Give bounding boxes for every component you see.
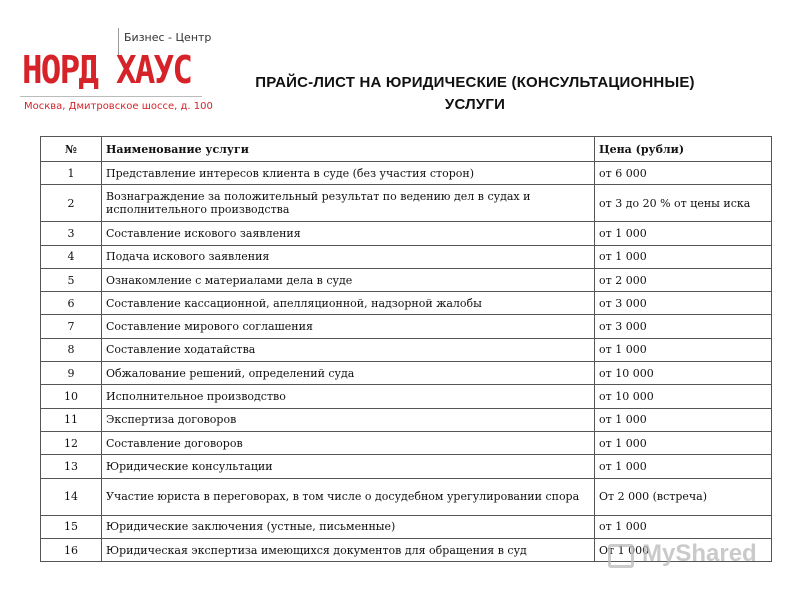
service-name: Представление интересов клиента в суде (без участия сторон) — [102, 162, 595, 185]
service-price: от 1 000 — [595, 338, 772, 361]
table-row — [41, 245, 772, 268]
presentation-board-icon — [608, 544, 634, 568]
table-row — [41, 455, 772, 478]
row-number: 16 — [41, 538, 102, 561]
service-price: от 10 000 — [595, 362, 772, 385]
row-number: 5 — [41, 268, 102, 291]
row-number: 4 — [41, 245, 102, 268]
service-name: Юридические заключения (устные, письменные) — [102, 515, 595, 538]
header-number: № — [41, 137, 102, 162]
row-number: 15 — [41, 515, 102, 538]
row-number: 9 — [41, 362, 102, 385]
service-name: Участие юриста в переговорах, в том числе о досудебном урегулировании спора — [102, 478, 595, 515]
service-name: Составление мирового соглашения — [102, 315, 595, 338]
table-row — [41, 222, 772, 245]
logo-address: Москва, Дмитровское шоссе, д. 100 — [24, 101, 213, 112]
table-row — [41, 515, 772, 538]
service-name: Составление договоров — [102, 431, 595, 454]
table-header-row — [41, 137, 772, 162]
service-price: От 1 000 — [595, 538, 772, 561]
header-price: Цена (рубли) — [595, 137, 772, 162]
service-price: от 1 000 — [595, 455, 772, 478]
table-row — [41, 185, 772, 222]
row-number: 7 — [41, 315, 102, 338]
service-price: от 3 000 — [595, 315, 772, 338]
row-number: 2 — [41, 185, 102, 222]
row-number: 8 — [41, 338, 102, 361]
row-number: 10 — [41, 385, 102, 408]
logo-name: НОРД ХАУС — [22, 48, 192, 92]
service-name: Составление искового заявления — [102, 222, 595, 245]
service-name: Составление кассационной, апелляционной, надзорной жалобы — [102, 292, 595, 315]
service-name: Юридические консультации — [102, 455, 595, 478]
table-row — [41, 338, 772, 361]
row-number: 13 — [41, 455, 102, 478]
service-price: от 1 000 — [595, 245, 772, 268]
row-number: 12 — [41, 431, 102, 454]
table-row — [41, 292, 772, 315]
service-name: Вознаграждение за положительный результат по ведению дел в судах и исполнительного производства — [102, 185, 595, 222]
service-name: Обжалование решений, определений суда — [102, 362, 595, 385]
table-row — [41, 478, 772, 515]
watermark — [608, 540, 768, 570]
service-price: от 2 000 — [595, 268, 772, 291]
service-name: Подача искового заявления — [102, 245, 595, 268]
table-row — [41, 408, 772, 431]
service-name: Исполнительное производство — [102, 385, 595, 408]
row-number: 3 — [41, 222, 102, 245]
watermark-text: MyShared — [642, 540, 757, 567]
service-price: от 1 000 — [595, 431, 772, 454]
service-price: от 3 до 20 % от цены иска — [595, 185, 772, 222]
table-row — [41, 315, 772, 338]
logo-tagline: Бизнес - Центр — [124, 31, 212, 44]
header-service: Наименование услуги — [102, 137, 595, 162]
service-name: Экспертиза договоров — [102, 408, 595, 431]
service-name: Ознакомление с материалами дела в суде — [102, 268, 595, 291]
title-line: ПРАЙС-ЛИСТ НА ЮРИДИЧЕСКИЕ (КОНСУЛЬТАЦИОННЫЕ) — [255, 74, 695, 91]
row-number: 6 — [41, 292, 102, 315]
company-logo — [14, 28, 213, 124]
table-row — [41, 362, 772, 385]
title-line: УСЛУГИ — [444, 96, 506, 113]
table-row — [41, 162, 772, 185]
service-price: от 1 000 — [595, 408, 772, 431]
table-row — [41, 385, 772, 408]
table-row — [41, 431, 772, 454]
service-price: От 2 000 (встреча) — [595, 478, 772, 515]
service-price: от 1 000 — [595, 222, 772, 245]
page-title — [210, 72, 740, 116]
row-number: 14 — [41, 478, 102, 515]
service-price: от 3 000 — [595, 292, 772, 315]
logo-divider — [20, 96, 202, 97]
row-number: 1 — [41, 162, 102, 185]
price-table — [40, 136, 772, 562]
table-row — [41, 268, 772, 291]
service-price: от 6 000 — [595, 162, 772, 185]
row-number: 11 — [41, 408, 102, 431]
service-price: от 10 000 — [595, 385, 772, 408]
service-name: Составление ходатайства — [102, 338, 595, 361]
service-name: Юридическая экспертиза имеющихся документов для обращения в суд — [102, 538, 595, 561]
service-price: от 1 000 — [595, 515, 772, 538]
